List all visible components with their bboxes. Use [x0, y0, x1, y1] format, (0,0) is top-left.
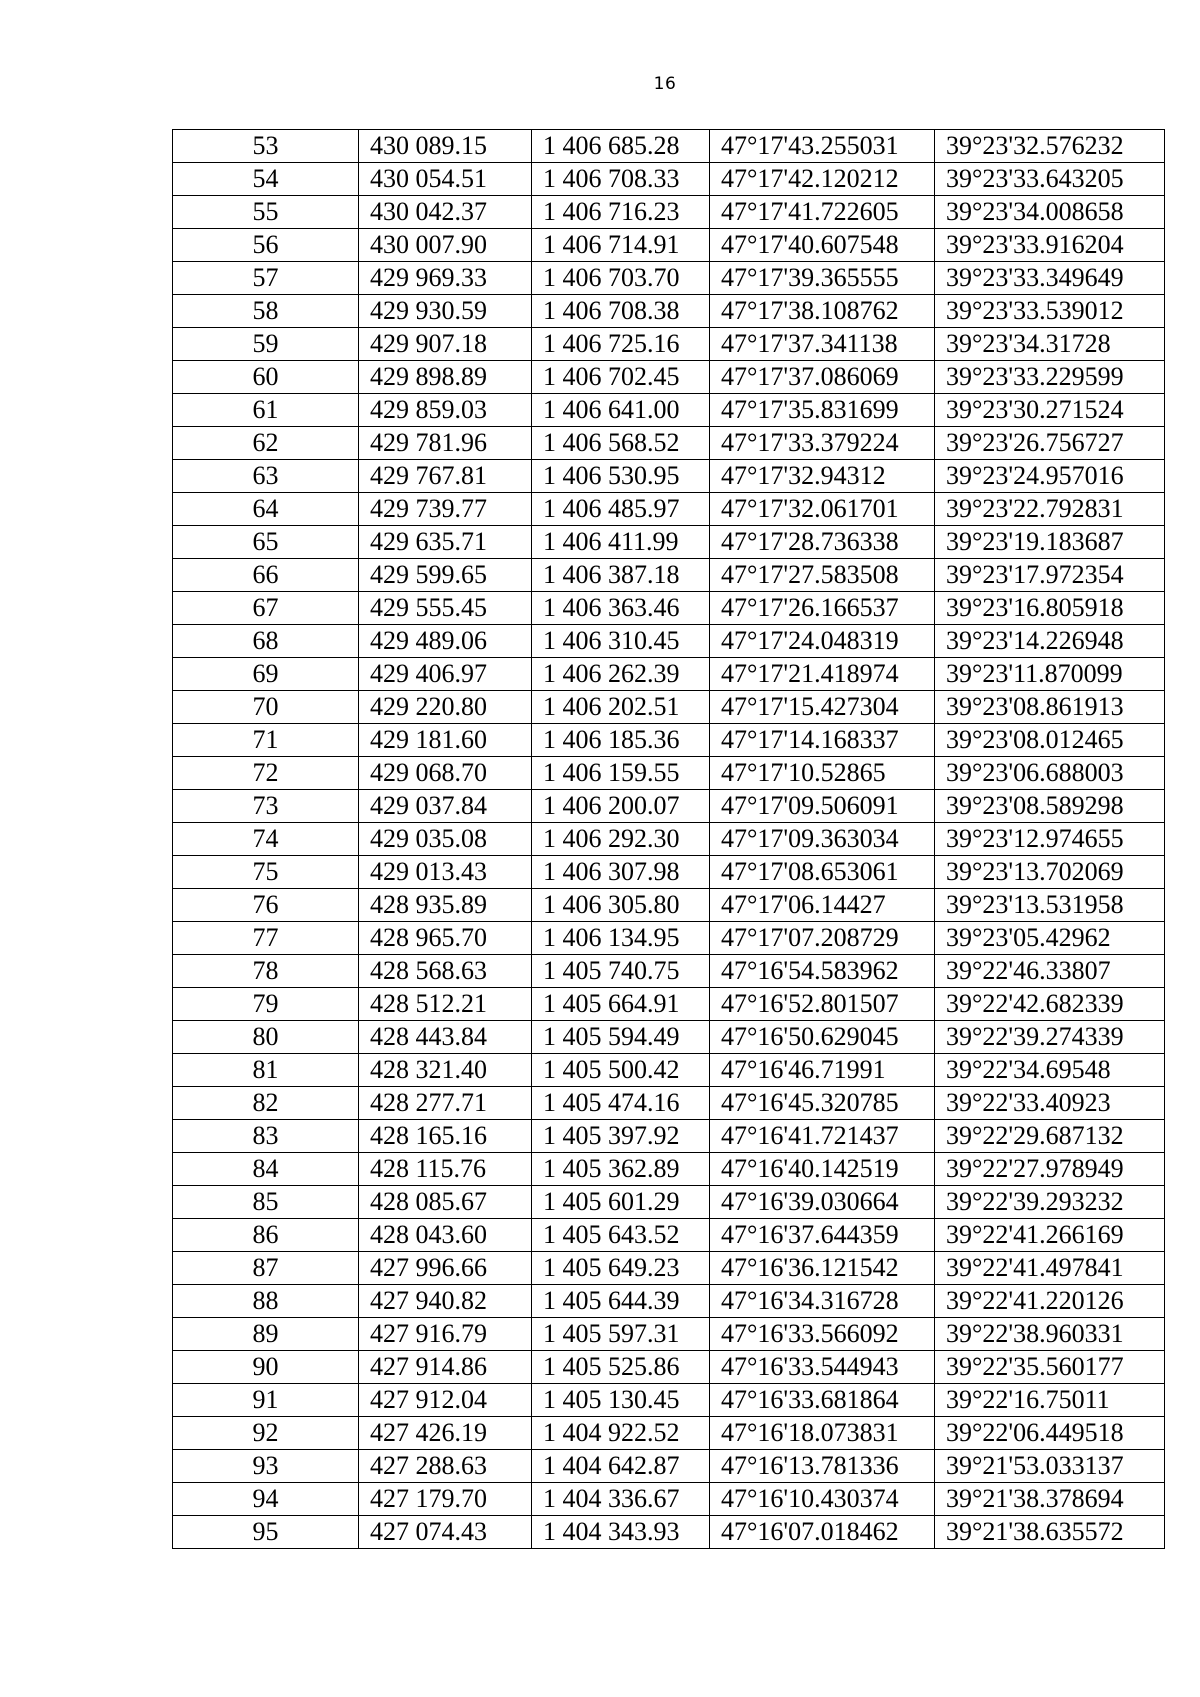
latitude-cell: 47°16'40.142519 — [710, 1153, 935, 1186]
coordinates-table-body — [173, 130, 1165, 1549]
y-coordinate-cell: 1 406 159.55 — [532, 757, 710, 790]
x-coordinate-cell: 428 165.16 — [359, 1120, 532, 1153]
x-coordinate-cell: 430 007.90 — [359, 229, 532, 262]
y-coordinate-cell: 1 406 725.16 — [532, 328, 710, 361]
y-coordinate-cell: 1 405 643.52 — [532, 1219, 710, 1252]
y-coordinate-cell: 1 406 530.95 — [532, 460, 710, 493]
table-row — [173, 295, 1165, 328]
table-row — [173, 592, 1165, 625]
table-row — [173, 1318, 1165, 1351]
latitude-cell: 47°17'38.108762 — [710, 295, 935, 328]
y-coordinate-cell: 1 405 644.39 — [532, 1285, 710, 1318]
x-coordinate-cell: 429 220.80 — [359, 691, 532, 724]
x-coordinate-cell: 427 914.86 — [359, 1351, 532, 1384]
x-coordinate-cell: 429 035.08 — [359, 823, 532, 856]
y-coordinate-cell: 1 406 134.95 — [532, 922, 710, 955]
point-number-cell: 78 — [173, 955, 359, 988]
table-row — [173, 493, 1165, 526]
longitude-cell: 39°23'11.870099 — [935, 658, 1165, 691]
table-row — [173, 1285, 1165, 1318]
y-coordinate-cell: 1 404 336.67 — [532, 1483, 710, 1516]
y-coordinate-cell: 1 406 262.39 — [532, 658, 710, 691]
table-row — [173, 1219, 1165, 1252]
table-row — [173, 229, 1165, 262]
x-coordinate-cell: 429 739.77 — [359, 493, 532, 526]
longitude-cell: 39°22'42.682339 — [935, 988, 1165, 1021]
table-row — [173, 328, 1165, 361]
y-coordinate-cell: 1 406 568.52 — [532, 427, 710, 460]
x-coordinate-cell: 429 068.70 — [359, 757, 532, 790]
x-coordinate-cell: 427 912.04 — [359, 1384, 532, 1417]
point-number-cell: 68 — [173, 625, 359, 658]
x-coordinate-cell: 429 907.18 — [359, 328, 532, 361]
table-row — [173, 559, 1165, 592]
latitude-cell: 47°17'10.52865 — [710, 757, 935, 790]
point-number-cell: 88 — [173, 1285, 359, 1318]
table-row — [173, 130, 1165, 163]
longitude-cell: 39°23'22.792831 — [935, 493, 1165, 526]
y-coordinate-cell: 1 405 664.91 — [532, 988, 710, 1021]
x-coordinate-cell: 428 568.63 — [359, 955, 532, 988]
point-number-cell: 75 — [173, 856, 359, 889]
table-row — [173, 922, 1165, 955]
latitude-cell: 47°17'21.418974 — [710, 658, 935, 691]
y-coordinate-cell: 1 406 185.36 — [532, 724, 710, 757]
table-row — [173, 856, 1165, 889]
x-coordinate-cell: 428 965.70 — [359, 922, 532, 955]
longitude-cell: 39°23'33.349649 — [935, 262, 1165, 295]
latitude-cell: 47°17'37.341138 — [710, 328, 935, 361]
page-number: 16 — [653, 74, 677, 94]
y-coordinate-cell: 1 406 387.18 — [532, 559, 710, 592]
y-coordinate-cell: 1 406 708.38 — [532, 295, 710, 328]
point-number-cell: 93 — [173, 1450, 359, 1483]
table-row — [173, 1186, 1165, 1219]
longitude-cell: 39°23'14.226948 — [935, 625, 1165, 658]
table-row — [173, 1087, 1165, 1120]
latitude-cell: 47°17'09.363034 — [710, 823, 935, 856]
y-coordinate-cell: 1 406 305.80 — [532, 889, 710, 922]
longitude-cell: 39°23'17.972354 — [935, 559, 1165, 592]
x-coordinate-cell: 429 599.65 — [359, 559, 532, 592]
longitude-cell: 39°21'38.378694 — [935, 1483, 1165, 1516]
latitude-cell: 47°17'26.166537 — [710, 592, 935, 625]
longitude-cell: 39°23'08.861913 — [935, 691, 1165, 724]
y-coordinate-cell: 1 406 714.91 — [532, 229, 710, 262]
y-coordinate-cell: 1 406 685.28 — [532, 130, 710, 163]
latitude-cell: 47°16'10.430374 — [710, 1483, 935, 1516]
x-coordinate-cell: 427 940.82 — [359, 1285, 532, 1318]
y-coordinate-cell: 1 405 474.16 — [532, 1087, 710, 1120]
point-number-cell: 62 — [173, 427, 359, 460]
y-coordinate-cell: 1 406 716.23 — [532, 196, 710, 229]
y-coordinate-cell: 1 405 130.45 — [532, 1384, 710, 1417]
x-coordinate-cell: 428 935.89 — [359, 889, 532, 922]
point-number-cell: 57 — [173, 262, 359, 295]
x-coordinate-cell: 429 181.60 — [359, 724, 532, 757]
x-coordinate-cell: 427 179.70 — [359, 1483, 532, 1516]
point-number-cell: 56 — [173, 229, 359, 262]
y-coordinate-cell: 1 406 310.45 — [532, 625, 710, 658]
latitude-cell: 47°17'07.208729 — [710, 922, 935, 955]
point-number-cell: 53 — [173, 130, 359, 163]
longitude-cell: 39°21'38.635572 — [935, 1516, 1165, 1549]
longitude-cell: 39°22'41.266169 — [935, 1219, 1165, 1252]
table-row — [173, 625, 1165, 658]
table-row — [173, 1516, 1165, 1549]
y-coordinate-cell: 1 405 500.42 — [532, 1054, 710, 1087]
point-number-cell: 95 — [173, 1516, 359, 1549]
latitude-cell: 47°17'42.120212 — [710, 163, 935, 196]
latitude-cell: 47°16'52.801507 — [710, 988, 935, 1021]
latitude-cell: 47°17'27.583508 — [710, 559, 935, 592]
longitude-cell: 39°22'39.274339 — [935, 1021, 1165, 1054]
point-number-cell: 67 — [173, 592, 359, 625]
latitude-cell: 47°17'33.379224 — [710, 427, 935, 460]
y-coordinate-cell: 1 406 200.07 — [532, 790, 710, 823]
y-coordinate-cell: 1 406 708.33 — [532, 163, 710, 196]
y-coordinate-cell: 1 406 702.45 — [532, 361, 710, 394]
longitude-cell: 39°23'30.271524 — [935, 394, 1165, 427]
point-number-cell: 90 — [173, 1351, 359, 1384]
latitude-cell: 47°17'35.831699 — [710, 394, 935, 427]
latitude-cell: 47°17'40.607548 — [710, 229, 935, 262]
longitude-cell: 39°21'53.033137 — [935, 1450, 1165, 1483]
table-row — [173, 823, 1165, 856]
latitude-cell: 47°17'32.061701 — [710, 493, 935, 526]
table-row — [173, 427, 1165, 460]
table-row — [173, 163, 1165, 196]
latitude-cell: 47°16'36.121542 — [710, 1252, 935, 1285]
x-coordinate-cell: 427 288.63 — [359, 1450, 532, 1483]
point-number-cell: 65 — [173, 526, 359, 559]
longitude-cell: 39°22'06.449518 — [935, 1417, 1165, 1450]
x-coordinate-cell: 428 043.60 — [359, 1219, 532, 1252]
y-coordinate-cell: 1 405 594.49 — [532, 1021, 710, 1054]
y-coordinate-cell: 1 405 362.89 — [532, 1153, 710, 1186]
latitude-cell: 47°16'07.018462 — [710, 1516, 935, 1549]
point-number-cell: 72 — [173, 757, 359, 790]
y-coordinate-cell: 1 406 411.99 — [532, 526, 710, 559]
x-coordinate-cell: 428 512.21 — [359, 988, 532, 1021]
latitude-cell: 47°17'15.427304 — [710, 691, 935, 724]
table-row — [173, 1021, 1165, 1054]
x-coordinate-cell: 428 321.40 — [359, 1054, 532, 1087]
latitude-cell: 47°16'39.030664 — [710, 1186, 935, 1219]
latitude-cell: 47°16'34.316728 — [710, 1285, 935, 1318]
table-row — [173, 460, 1165, 493]
x-coordinate-cell: 429 555.45 — [359, 592, 532, 625]
longitude-cell: 39°23'06.688003 — [935, 757, 1165, 790]
latitude-cell: 47°16'37.644359 — [710, 1219, 935, 1252]
point-number-cell: 60 — [173, 361, 359, 394]
y-coordinate-cell: 1 404 642.87 — [532, 1450, 710, 1483]
x-coordinate-cell: 429 635.71 — [359, 526, 532, 559]
table-row — [173, 526, 1165, 559]
table-row — [173, 691, 1165, 724]
table-row — [173, 1120, 1165, 1153]
longitude-cell: 39°23'26.756727 — [935, 427, 1165, 460]
table-row — [173, 790, 1165, 823]
table-row — [173, 988, 1165, 1021]
point-number-cell: 85 — [173, 1186, 359, 1219]
x-coordinate-cell: 429 781.96 — [359, 427, 532, 460]
latitude-cell: 47°16'13.781336 — [710, 1450, 935, 1483]
latitude-cell: 47°17'06.14427 — [710, 889, 935, 922]
longitude-cell: 39°23'12.974655 — [935, 823, 1165, 856]
longitude-cell: 39°23'33.916204 — [935, 229, 1165, 262]
latitude-cell: 47°17'37.086069 — [710, 361, 935, 394]
x-coordinate-cell: 430 042.37 — [359, 196, 532, 229]
longitude-cell: 39°22'29.687132 — [935, 1120, 1165, 1153]
table-row — [173, 724, 1165, 757]
point-number-cell: 92 — [173, 1417, 359, 1450]
y-coordinate-cell: 1 406 363.46 — [532, 592, 710, 625]
latitude-cell: 47°17'28.736338 — [710, 526, 935, 559]
latitude-cell: 47°17'24.048319 — [710, 625, 935, 658]
latitude-cell: 47°17'14.168337 — [710, 724, 935, 757]
longitude-cell: 39°23'19.183687 — [935, 526, 1165, 559]
y-coordinate-cell: 1 406 292.30 — [532, 823, 710, 856]
table-row — [173, 262, 1165, 295]
point-number-cell: 63 — [173, 460, 359, 493]
point-number-cell: 86 — [173, 1219, 359, 1252]
longitude-cell: 39°23'08.012465 — [935, 724, 1165, 757]
longitude-cell: 39°23'13.531958 — [935, 889, 1165, 922]
point-number-cell: 89 — [173, 1318, 359, 1351]
y-coordinate-cell: 1 406 703.70 — [532, 262, 710, 295]
y-coordinate-cell: 1 405 601.29 — [532, 1186, 710, 1219]
table-row — [173, 1483, 1165, 1516]
x-coordinate-cell: 427 074.43 — [359, 1516, 532, 1549]
table-row — [173, 658, 1165, 691]
longitude-cell: 39°22'46.33807 — [935, 955, 1165, 988]
y-coordinate-cell: 1 405 649.23 — [532, 1252, 710, 1285]
latitude-cell: 47°17'39.365555 — [710, 262, 935, 295]
y-coordinate-cell: 1 406 485.97 — [532, 493, 710, 526]
latitude-cell: 47°17'09.506091 — [710, 790, 935, 823]
latitude-cell: 47°16'41.721437 — [710, 1120, 935, 1153]
point-number-cell: 69 — [173, 658, 359, 691]
point-number-cell: 82 — [173, 1087, 359, 1120]
table-row — [173, 889, 1165, 922]
y-coordinate-cell: 1 406 307.98 — [532, 856, 710, 889]
latitude-cell: 47°17'32.94312 — [710, 460, 935, 493]
longitude-cell: 39°22'27.978949 — [935, 1153, 1165, 1186]
latitude-cell: 47°16'18.073831 — [710, 1417, 935, 1450]
longitude-cell: 39°23'32.576232 — [935, 130, 1165, 163]
latitude-cell: 47°17'41.722605 — [710, 196, 935, 229]
point-number-cell: 77 — [173, 922, 359, 955]
longitude-cell: 39°23'33.643205 — [935, 163, 1165, 196]
point-number-cell: 83 — [173, 1120, 359, 1153]
latitude-cell: 47°16'33.566092 — [710, 1318, 935, 1351]
longitude-cell: 39°22'34.69548 — [935, 1054, 1165, 1087]
longitude-cell: 39°22'16.75011 — [935, 1384, 1165, 1417]
longitude-cell: 39°22'33.40923 — [935, 1087, 1165, 1120]
coordinates-table — [172, 129, 1165, 1549]
latitude-cell: 47°17'43.255031 — [710, 130, 935, 163]
longitude-cell: 39°23'16.805918 — [935, 592, 1165, 625]
longitude-cell: 39°23'33.539012 — [935, 295, 1165, 328]
x-coordinate-cell: 429 406.97 — [359, 658, 532, 691]
table-row — [173, 1252, 1165, 1285]
y-coordinate-cell: 1 405 525.86 — [532, 1351, 710, 1384]
point-number-cell: 55 — [173, 196, 359, 229]
y-coordinate-cell: 1 406 641.00 — [532, 394, 710, 427]
latitude-cell: 47°16'54.583962 — [710, 955, 935, 988]
table-row — [173, 361, 1165, 394]
table-row — [173, 1351, 1165, 1384]
x-coordinate-cell: 427 426.19 — [359, 1417, 532, 1450]
x-coordinate-cell: 427 916.79 — [359, 1318, 532, 1351]
x-coordinate-cell: 428 277.71 — [359, 1087, 532, 1120]
x-coordinate-cell: 428 115.76 — [359, 1153, 532, 1186]
point-number-cell: 84 — [173, 1153, 359, 1186]
point-number-cell: 54 — [173, 163, 359, 196]
point-number-cell: 73 — [173, 790, 359, 823]
longitude-cell: 39°23'34.008658 — [935, 196, 1165, 229]
point-number-cell: 74 — [173, 823, 359, 856]
longitude-cell: 39°23'24.957016 — [935, 460, 1165, 493]
point-number-cell: 58 — [173, 295, 359, 328]
latitude-cell: 47°16'45.320785 — [710, 1087, 935, 1120]
point-number-cell: 94 — [173, 1483, 359, 1516]
x-coordinate-cell: 430 054.51 — [359, 163, 532, 196]
table-row — [173, 394, 1165, 427]
y-coordinate-cell: 1 405 397.92 — [532, 1120, 710, 1153]
y-coordinate-cell: 1 405 740.75 — [532, 955, 710, 988]
y-coordinate-cell: 1 404 343.93 — [532, 1516, 710, 1549]
latitude-cell: 47°16'46.71991 — [710, 1054, 935, 1087]
point-number-cell: 59 — [173, 328, 359, 361]
x-coordinate-cell: 429 898.89 — [359, 361, 532, 394]
x-coordinate-cell: 429 013.43 — [359, 856, 532, 889]
table-row — [173, 1417, 1165, 1450]
x-coordinate-cell: 429 930.59 — [359, 295, 532, 328]
table-row — [173, 1054, 1165, 1087]
point-number-cell: 79 — [173, 988, 359, 1021]
table-row — [173, 1450, 1165, 1483]
point-number-cell: 76 — [173, 889, 359, 922]
longitude-cell: 39°22'39.293232 — [935, 1186, 1165, 1219]
latitude-cell: 47°16'50.629045 — [710, 1021, 935, 1054]
x-coordinate-cell: 428 085.67 — [359, 1186, 532, 1219]
x-coordinate-cell: 429 969.33 — [359, 262, 532, 295]
x-coordinate-cell: 429 489.06 — [359, 625, 532, 658]
y-coordinate-cell: 1 404 922.52 — [532, 1417, 710, 1450]
point-number-cell: 80 — [173, 1021, 359, 1054]
table-row — [173, 757, 1165, 790]
table-row — [173, 955, 1165, 988]
longitude-cell: 39°23'33.229599 — [935, 361, 1165, 394]
point-number-cell: 64 — [173, 493, 359, 526]
longitude-cell: 39°23'34.31728 — [935, 328, 1165, 361]
table-row — [173, 1384, 1165, 1417]
y-coordinate-cell: 1 406 202.51 — [532, 691, 710, 724]
latitude-cell: 47°17'08.653061 — [710, 856, 935, 889]
x-coordinate-cell: 427 996.66 — [359, 1252, 532, 1285]
longitude-cell: 39°23'05.42962 — [935, 922, 1165, 955]
longitude-cell: 39°22'41.497841 — [935, 1252, 1165, 1285]
y-coordinate-cell: 1 405 597.31 — [532, 1318, 710, 1351]
table-row — [173, 1153, 1165, 1186]
longitude-cell: 39°23'13.702069 — [935, 856, 1165, 889]
point-number-cell: 61 — [173, 394, 359, 427]
point-number-cell: 71 — [173, 724, 359, 757]
x-coordinate-cell: 429 767.81 — [359, 460, 532, 493]
point-number-cell: 66 — [173, 559, 359, 592]
point-number-cell: 81 — [173, 1054, 359, 1087]
x-coordinate-cell: 430 089.15 — [359, 130, 532, 163]
longitude-cell: 39°23'08.589298 — [935, 790, 1165, 823]
point-number-cell: 87 — [173, 1252, 359, 1285]
x-coordinate-cell: 429 859.03 — [359, 394, 532, 427]
table-row — [173, 196, 1165, 229]
latitude-cell: 47°16'33.681864 — [710, 1384, 935, 1417]
x-coordinate-cell: 428 443.84 — [359, 1021, 532, 1054]
longitude-cell: 39°22'35.560177 — [935, 1351, 1165, 1384]
point-number-cell: 91 — [173, 1384, 359, 1417]
point-number-cell: 70 — [173, 691, 359, 724]
latitude-cell: 47°16'33.544943 — [710, 1351, 935, 1384]
longitude-cell: 39°22'38.960331 — [935, 1318, 1165, 1351]
x-coordinate-cell: 429 037.84 — [359, 790, 532, 823]
longitude-cell: 39°22'41.220126 — [935, 1285, 1165, 1318]
